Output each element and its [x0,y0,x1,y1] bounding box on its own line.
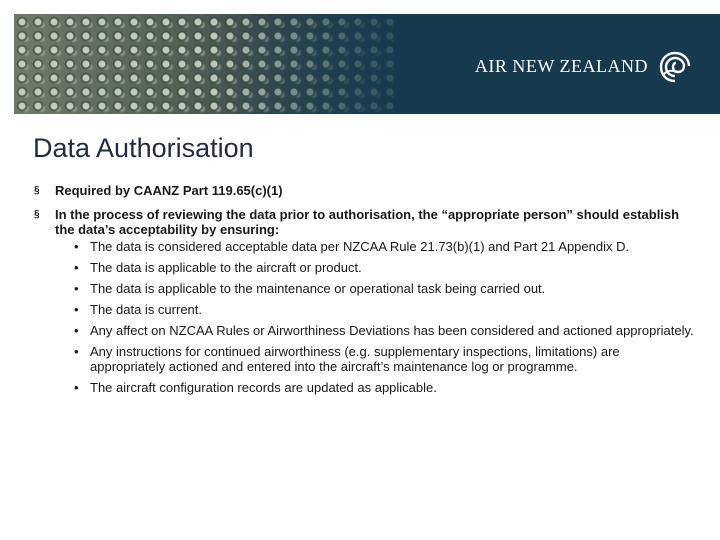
sub-bullet-text: Any affect on NZCAA Rules or Airworthiness Deviations has been considered and actioned appropriately. [90,323,694,338]
sub-bullet-item [74,281,694,296]
bullet-text: In the process of reviewing the data prior to authorisation, the “appropriate person” should establish the data’s acceptability by ensuring: [55,207,680,237]
koru-icon [658,50,692,84]
bullet-marker: § [34,185,40,196]
bullet-text: Required by CAANZ Part 119.65(c)(1) [55,183,283,198]
sub-bullet-marker: • [74,323,79,338]
brand-name: AIR NEW ZEALAND [474,56,648,76]
sub-bullet-marker: • [74,281,79,296]
sub-bullet-marker: • [74,344,79,359]
bullet-item [34,207,694,237]
header-banner [14,14,720,114]
sub-bullet-marker: • [74,302,79,317]
bullet-marker: § [34,209,40,220]
banner-fade [214,14,474,114]
sub-bullet-list [34,239,694,395]
slide-content [34,183,694,401]
sub-bullet-text: The aircraft configuration records are updated as applicable. [90,380,437,395]
sub-bullet-marker: • [74,239,79,254]
sub-bullet-marker: • [74,380,79,395]
sub-bullet-text: The data is applicable to the aircraft or product. [90,260,362,275]
sub-bullet-item [74,302,694,317]
sub-bullet-item [74,260,694,275]
sub-bullet-text: Any instructions for continued airworthiness (e.g. supplementary inspections, limitations) are appropriately actioned and entered into the aircraft’s maintenance log or programme. [90,344,620,374]
slide-title: Data Authorisation [33,133,254,163]
sub-bullet-marker: • [74,260,79,275]
bullet-item [34,183,694,198]
sub-bullet-item [74,344,694,374]
sub-bullet-item [74,380,694,395]
sub-bullet-text: The data is considered acceptable data per NZCAA Rule 21.73(b)(1) and Part 21 Appendix D. [90,239,630,254]
sub-bullet-text: The data is current. [90,302,202,317]
sub-bullet-item [74,323,694,338]
sub-bullet-item [74,239,694,254]
sub-bullet-text: The data is applicable to the maintenance or operational task being carried out. [90,281,546,296]
